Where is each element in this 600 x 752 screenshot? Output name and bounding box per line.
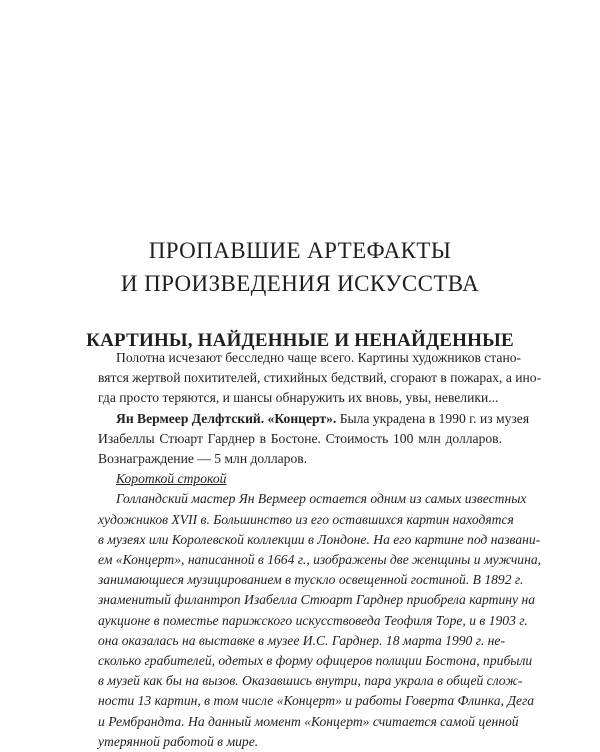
- text-line: Изабеллы Стюарт Гарднер в Бостоне. Стоимость 100 млн долларов.: [98, 430, 502, 446]
- text-line: ем «Концерт», написанной в 1664 г., изображены две женщины и мужчина,: [98, 552, 542, 568]
- text-line: в музеях или Королевской коллекции в Лондоне. На его картине под названи-: [98, 531, 541, 547]
- text-line: Полотна исчезают бесследно чаще всего. Картины художников стано-: [116, 350, 522, 365]
- text-line: утерянной работой в мире.: [98, 733, 259, 749]
- section-title: КАРТИНЫ, НАЙДЕННЫЕ И НЕНАЙДЕННЫЕ: [86, 329, 514, 351]
- text-line: занимающиеся музицированием в тускло освещенной гостиной. В 1892 г.: [98, 572, 524, 588]
- text-line: гда просто теряются, и шансы обнаружить их вновь, увы, невелики...: [98, 390, 499, 406]
- italic-paragraph: [98, 489, 542, 752]
- text-line: художников XVII в. Большинство из его оставшихся картин находятся: [98, 511, 514, 527]
- entry-paragraph: [98, 409, 530, 470]
- chapter-title: [0, 234, 600, 300]
- entry-text: Была украдена в 1990 г. из музея: [339, 410, 530, 426]
- text-line: вятся жертвой похитителей, стихийных бедствий, сгорают в пожарах, а ино-: [98, 370, 542, 386]
- text-line: и Рембрандта. На данный момент «Концерт» считается самой ценной: [98, 713, 519, 729]
- text-line: сколько грабителей, одетых в форму офицеров полиции Бостона, прибыли: [98, 653, 533, 669]
- subheading: Короткой строкой: [116, 471, 227, 487]
- entry-heading: Ян Вермеер Делфтский. «Концерт».: [116, 410, 337, 426]
- text-line: Вознаграждение — 5 млн долларов.: [98, 451, 308, 467]
- text-line: знаменитый филантроп Изабелла Стюарт Гарднер приобрела картину на: [98, 592, 536, 608]
- text-line: ности 13 картин, в том числе «Концерт» и работы Говерта Флинка, Дега: [98, 693, 535, 709]
- text-line: [98, 409, 530, 429]
- chapter-title-line-2: И ПРОИЗВЕДЕНИЯ ИСКУССТВА: [120, 271, 480, 297]
- chapter-title-line-1: ПРОПАВШИЕ АРТЕФАКТЫ: [148, 238, 452, 264]
- text-line: Голландский мастер Ян Вермеер остается одним из самых известных: [116, 491, 527, 507]
- text-line: в музей как бы на вызов. Оказавшись внутри, пара украла в общей слож-: [98, 673, 523, 689]
- text-line: она оказалась на выставке в музее И.С. Гарднер. 18 марта 1990 г. не-: [98, 632, 505, 648]
- text-line: аукционе в поместье парижского искусствоведа Теофиля Торе, и в 1903 г.: [98, 612, 528, 628]
- body-text: [98, 348, 542, 752]
- intro-paragraph: [98, 348, 542, 409]
